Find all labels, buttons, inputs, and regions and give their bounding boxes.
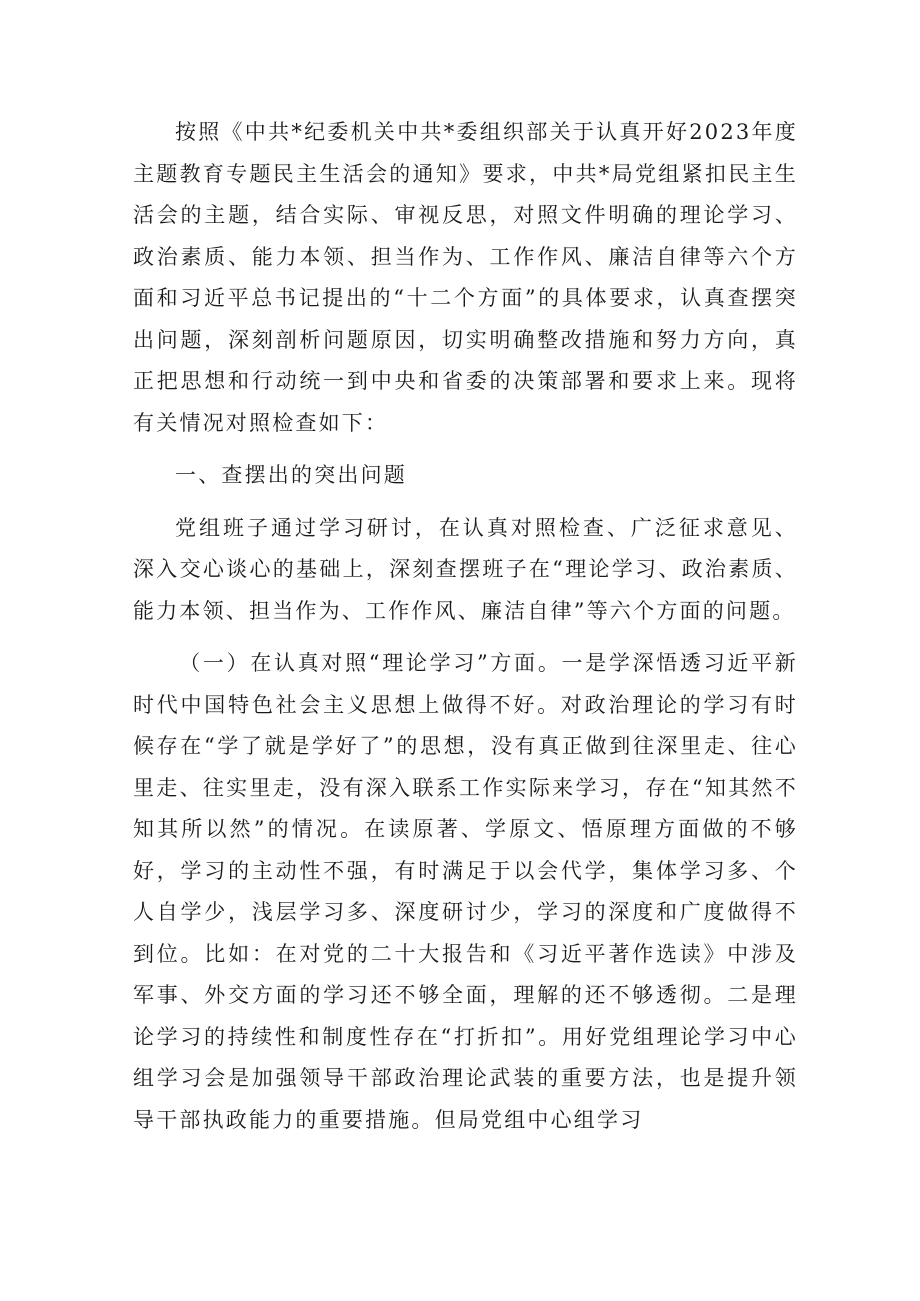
section-heading: 一、查摆出的突出问题 (175, 463, 407, 487)
theory-study-paragraph: （一）在认真对照“理论学习”方面。一是学深悟透习近平新时代中国特色社会主义思想上做得不好。对政治理论的学习有时候存在“学了就是学好了”的思想，没有真正做到往深里走、往心里走、往实里走，没有深入联系工作实际来学习，存在“知其然不知其所以然”的情况。在读原著、学原文、悟原理方面做的不够好，学习的主动性不强，有时满足于以会代学，集体学习多、个人自学少，浅层学习多、深度研讨少，学习的深度和广度做得不到位。比如：在对党的二十大报告和《习近平著作选读》中涉及军事、外交方面的学习还不够全面，理解的还不够透彻。二是理论学习的持续性和制度性存在“打折扣”。用好党组理论学习中心组学习会是加强领导干部政治理论武装的重要方法，也是提升领导干部执政能力的重要措施。但局党组中心组学习 (133, 651, 798, 1132)
document-body (133, 112, 798, 1152)
intro-paragraph: 按照《中共*纪委机关中共*委组织部关于认真开好2023年度主题教育专题民主生活会的通知》要求，中共*局党组紧扣民主生活会的主题，结合实际、审视反思，对照文件明确的理论学习、政治素质、能力本领、担当作为、工作作风、廉洁自律等六个方面和习近平总书记提出的“十二个方面”的具体要求，认真查摆突出问题，深刻剖析问题原因，切实明确整改措施和努力方向，真正把思想和行动统一到中央和省委的决策部署和要求上来。现将有关情况对照检查如下： (133, 120, 798, 435)
section-intro-paragraph: 党组班子通过学习研讨，在认真对照检查、广泛征求意见、深入交心谈心的基础上，深刻查摆班子在“理论学习、政治素质、能力本领、担当作为、工作作风、廉洁自律”等六个方面的问题。 (133, 515, 798, 623)
